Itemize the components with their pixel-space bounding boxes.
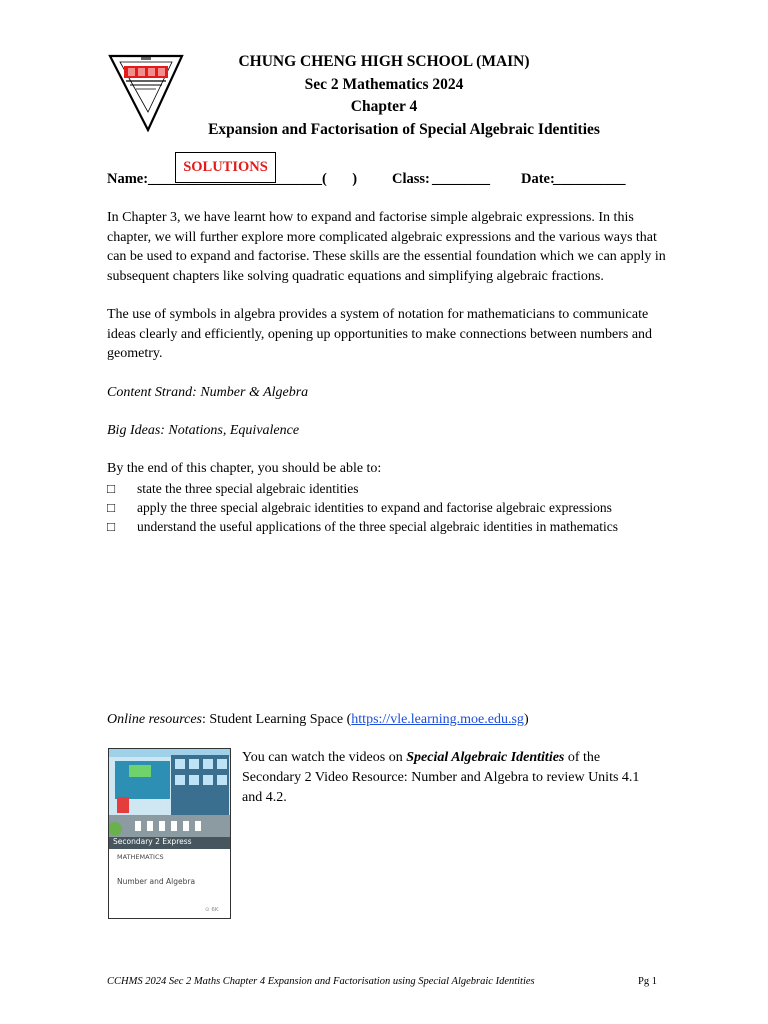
thumb-subject: MATHEMATICS	[117, 853, 164, 861]
video-text-emphasis: Special Algebraic Identities	[406, 750, 565, 765]
thumb-course-title: Secondary 2 Express	[113, 837, 192, 846]
course-title: Sec 2 Mathematics 2024	[304, 76, 464, 93]
objectives-intro: By the end of this chapter, you should be able to:	[107, 461, 382, 476]
checkbox-icon[interactable]: □	[107, 500, 116, 515]
name-blank[interactable]: ________________________	[148, 171, 322, 187]
page-number: Pg 1	[638, 976, 657, 987]
objective-item	[107, 517, 618, 537]
video-description	[242, 748, 662, 808]
objective-item	[107, 498, 612, 518]
sls-link[interactable]: https://vle.learning.moe.edu.sg	[351, 712, 524, 727]
online-resources-close: )	[523, 712, 529, 727]
intro-paragraph-1: In Chapter 3, we have learnt how to expand and factorise simple algebraic expressions. In this chapter, we will further explore more complicated algebraic expressions and the various ways that can be used to expand and factorise. These skills are the essential foundation which we can apply in subsequent chapters like solving quadratic equations and simplifying algebraic fractions.	[107, 210, 666, 284]
big-ideas: Big Ideas: Notations, Equivalence	[107, 423, 300, 438]
online-resources-text: : Student Learning Space (	[202, 712, 352, 727]
thumb-views: ⊙ 6K	[205, 907, 219, 913]
video-thumbnail[interactable]	[108, 748, 231, 919]
date-label: Date:	[521, 171, 555, 187]
objective-item	[107, 479, 359, 499]
school-name: CHUNG CHENG HIGH SCHOOL (MAIN)	[238, 53, 530, 70]
class-label: Class:	[392, 171, 430, 187]
classroom-scene-icon	[109, 749, 231, 849]
video-text-after: of the Secondary 2 Video Resource: Number and Algebra to review Units 4.1 and 4.2.	[242, 750, 640, 805]
chapter-number: Chapter 4	[350, 98, 418, 115]
checkbox-icon[interactable]: □	[107, 519, 116, 534]
objective-text: understand the useful applications of the three special algebraic identities in mathematics	[137, 519, 618, 534]
objective-text: state the three special algebraic identities	[137, 481, 359, 496]
class-blank[interactable]: ________	[432, 171, 490, 187]
intro-paragraph-2: The use of symbols in algebra provides a system of notation for mathematicians to communicate ideas clearly and efficiently, opening up opportunities to make connections between numbers and geometry.	[107, 307, 653, 361]
date-blank[interactable]: __________	[553, 171, 626, 187]
thumb-module: Number and Algebra	[117, 877, 196, 886]
page-footer: CCHMS 2024 Sec 2 Maths Chapter 4 Expansion and Factorisation using Special Algebraic Identities	[107, 976, 535, 987]
video-text-before: You can watch the videos on	[242, 750, 407, 765]
content-strand: Content Strand: Number & Algebra	[107, 385, 309, 400]
chapter-topic: Expansion and Factorisation of Special Algebraic Identities	[208, 121, 600, 138]
name-label: Name:	[107, 171, 149, 187]
online-resources-label: Online resources	[107, 712, 202, 727]
solutions-stamp: SOLUTIONS	[175, 152, 276, 183]
online-resources	[107, 710, 667, 730]
checkbox-icon[interactable]: □	[107, 481, 116, 496]
objective-text: apply the three special algebraic identities to expand and factorise algebraic expressions	[137, 500, 612, 515]
index-number-blank[interactable]: ( )	[322, 171, 358, 187]
